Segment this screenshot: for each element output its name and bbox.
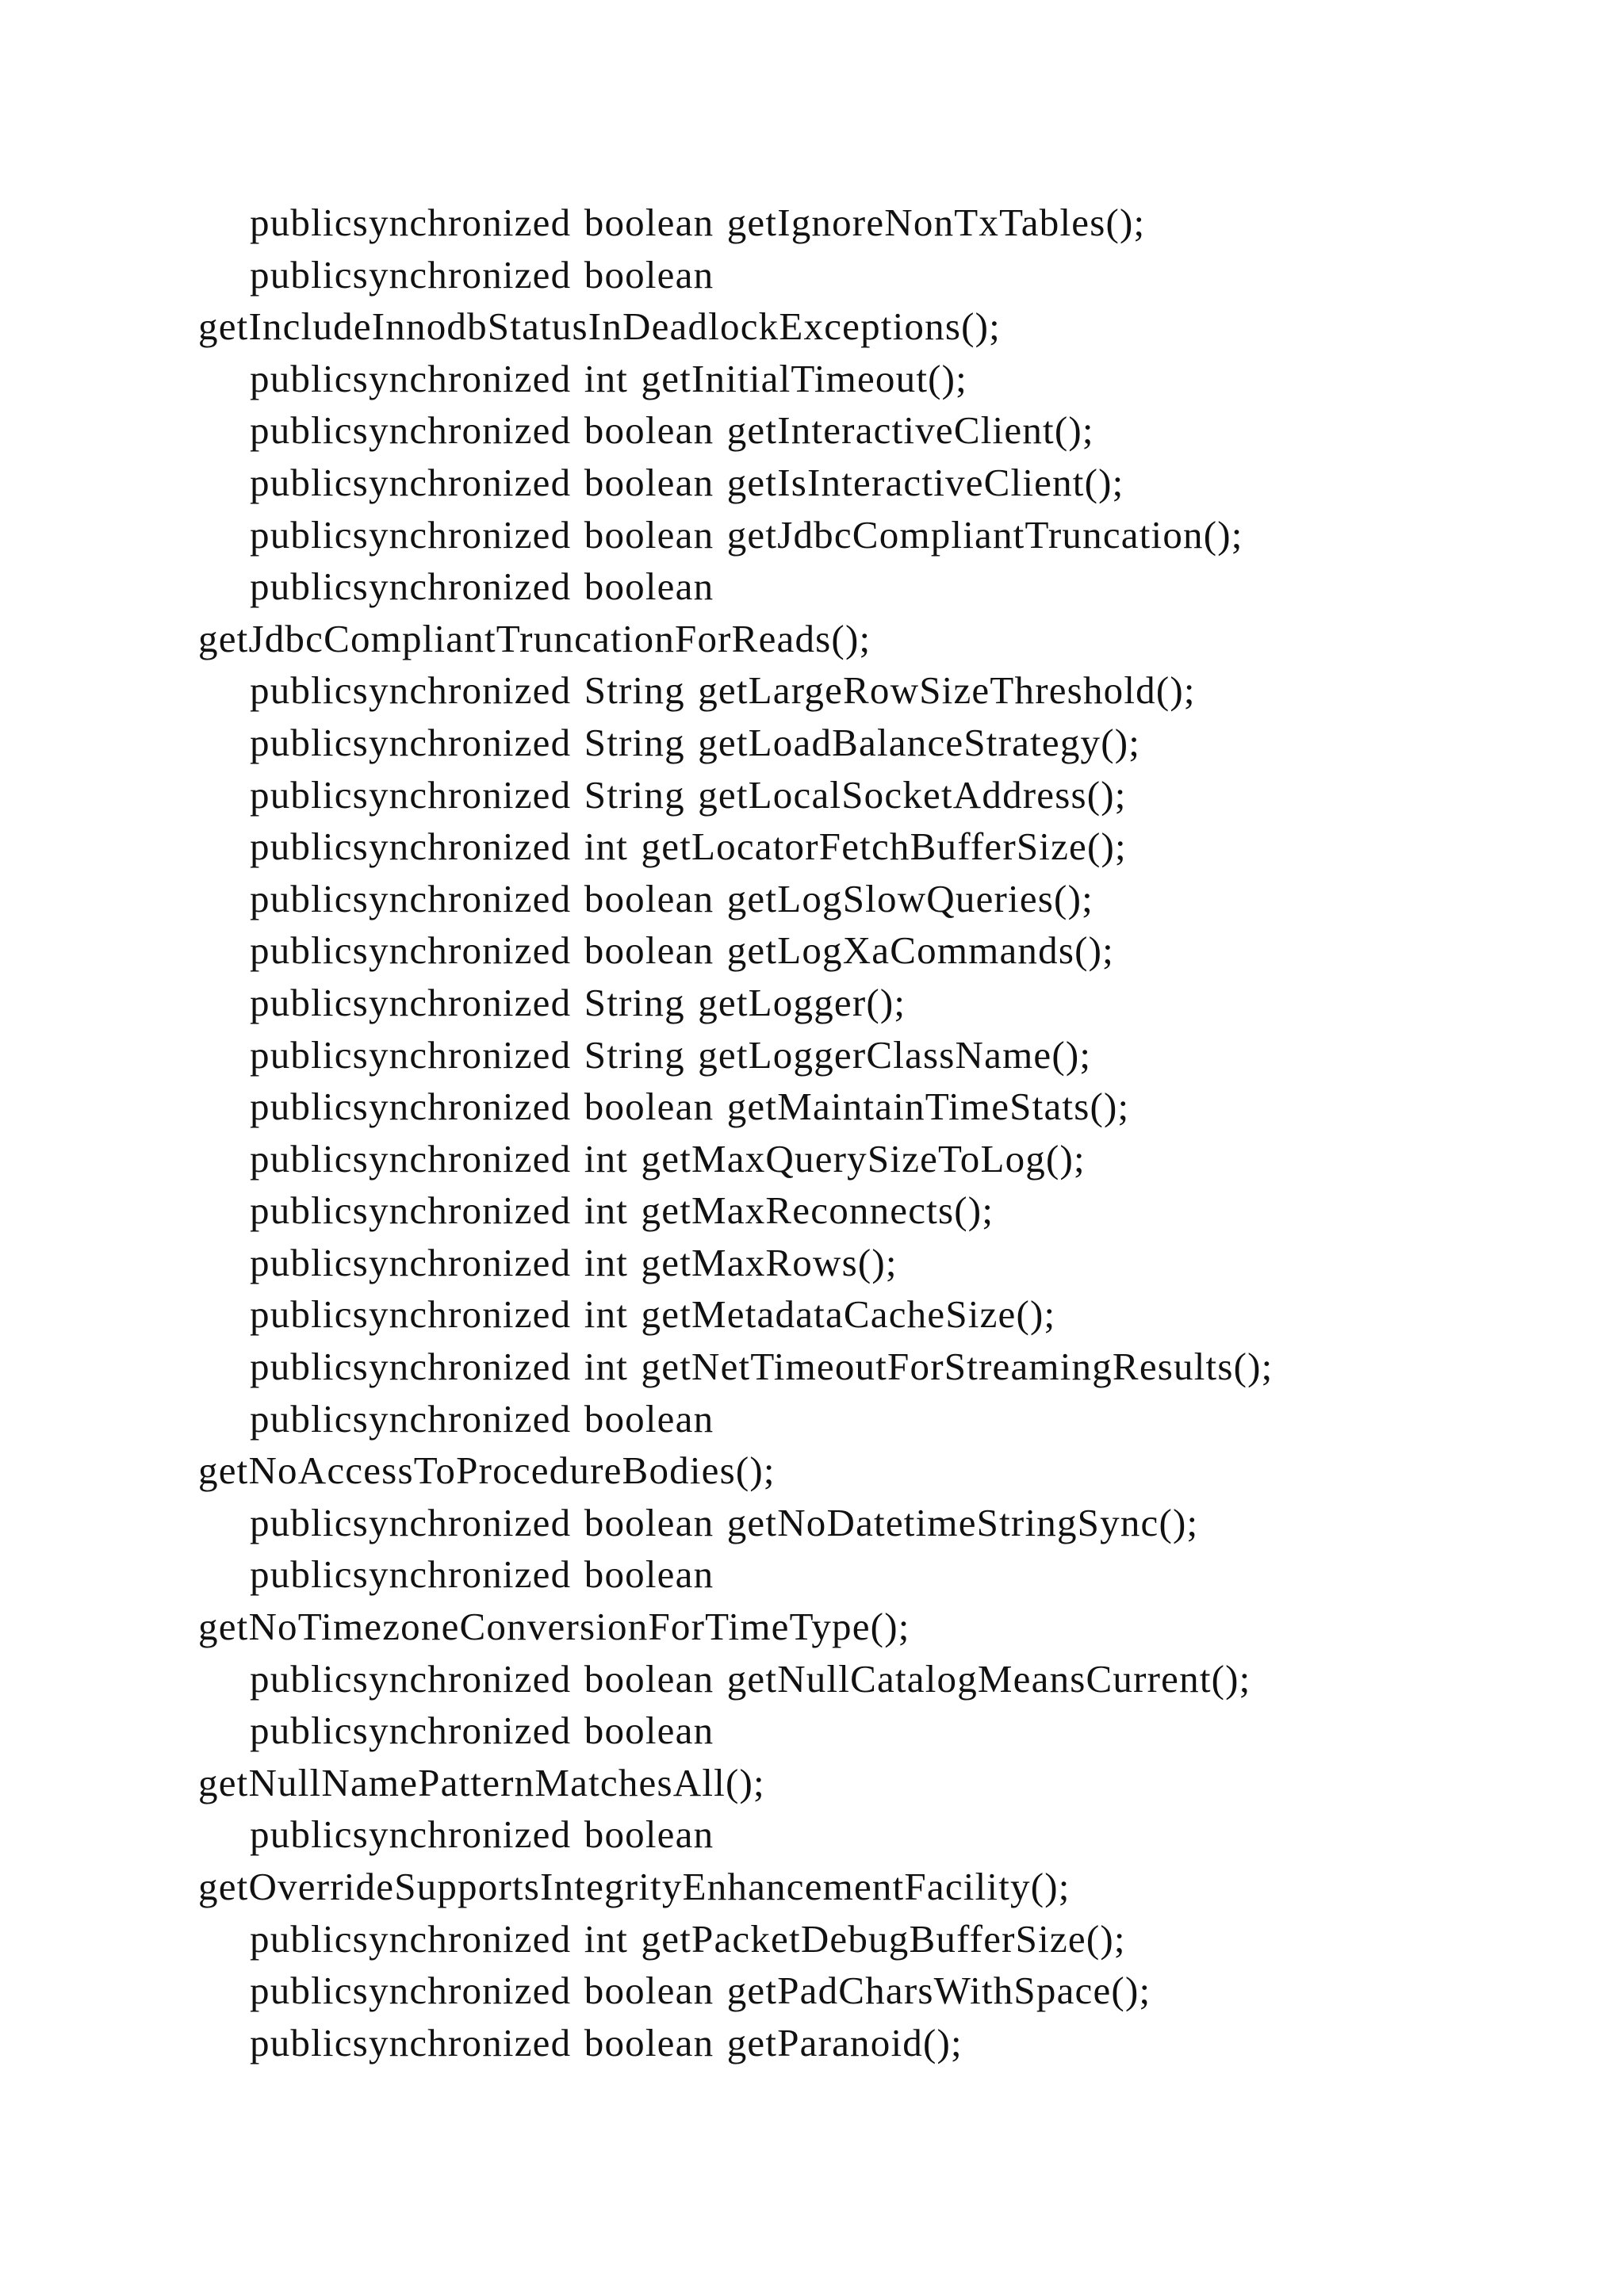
code-line: publicsynchronized int getNetTimeoutForStreamingResults();	[250, 1345, 1274, 1389]
code-line: publicsynchronized boolean getLogSlowQueries();	[250, 876, 1094, 920]
code-line: publicsynchronized int getInitialTimeout();	[250, 356, 967, 400]
code-line: getNullNamePatternMatchesAll();	[198, 1760, 765, 1804]
code-line: publicsynchronized String getLargeRowSizeThreshold();	[250, 668, 1196, 713]
code-line: getOverrideSupportsIntegrityEnhancementFacility();	[198, 1865, 1071, 1908]
code-line: publicsynchronized boolean getIsInteractiveClient();	[250, 460, 1124, 504]
code-line: publicsynchronized boolean getLogXaCommands();	[250, 928, 1114, 973]
code-line: publicsynchronized boolean getInteractiveClient();	[250, 408, 1094, 453]
code-line: getNoAccessToProcedureBodies();	[198, 1448, 776, 1493]
code-line: publicsynchronized boolean getNullCatalogMeansCurrent();	[250, 1656, 1251, 1701]
code-line: getJdbcCompliantTruncationForReads();	[198, 616, 871, 660]
code-line: publicsynchronized String getLoggerClassName();	[250, 1032, 1092, 1077]
code-line: publicsynchronized boolean	[250, 1396, 714, 1441]
code-line: publicsynchronized int getLocatorFetchBufferSize();	[250, 825, 1127, 869]
code-line: publicsynchronized boolean getIgnoreNonTxTables();	[250, 201, 1146, 244]
code-line: publicsynchronized String getLoadBalanceStrategy();	[250, 720, 1141, 764]
code-line: publicsynchronized boolean	[250, 564, 714, 609]
code-line: publicsynchronized boolean getParanoid();	[250, 2020, 963, 2064]
code-line: publicsynchronized boolean	[250, 252, 714, 297]
code-listing	[198, 197, 1546, 2068]
code-line: publicsynchronized int getMaxReconnects();	[250, 1188, 994, 1233]
code-line: publicsynchronized boolean getNoDatetimeStringSync();	[250, 1500, 1199, 1544]
code-line: getIncludeInnodbStatusInDeadlockExceptions();	[198, 304, 1001, 349]
code-line: publicsynchronized int getMetadataCacheSize();	[250, 1292, 1056, 1337]
code-line: publicsynchronized int getMaxRows();	[250, 1240, 898, 1284]
code-line: publicsynchronized int getPacketDebugBufferSize();	[250, 1916, 1126, 1961]
code-line: publicsynchronized String getLogger();	[250, 980, 906, 1024]
code-line: publicsynchronized boolean	[250, 1552, 714, 1597]
code-line: publicsynchronized boolean getPadCharsWithSpace();	[250, 1969, 1151, 2013]
code-line: publicsynchronized boolean	[250, 1709, 714, 1753]
code-line: publicsynchronized boolean getJdbcCompliantTruncation();	[250, 512, 1243, 557]
code-line: publicsynchronized boolean	[250, 1812, 714, 1857]
code-line: publicsynchronized int getMaxQuerySizeToLog();	[250, 1136, 1086, 1181]
code-line: publicsynchronized boolean getMaintainTimeStats();	[250, 1085, 1130, 1129]
code-line: getNoTimezoneConversionForTimeType();	[198, 1605, 910, 1649]
code-line: publicsynchronized String getLocalSocketAddress();	[250, 772, 1127, 817]
